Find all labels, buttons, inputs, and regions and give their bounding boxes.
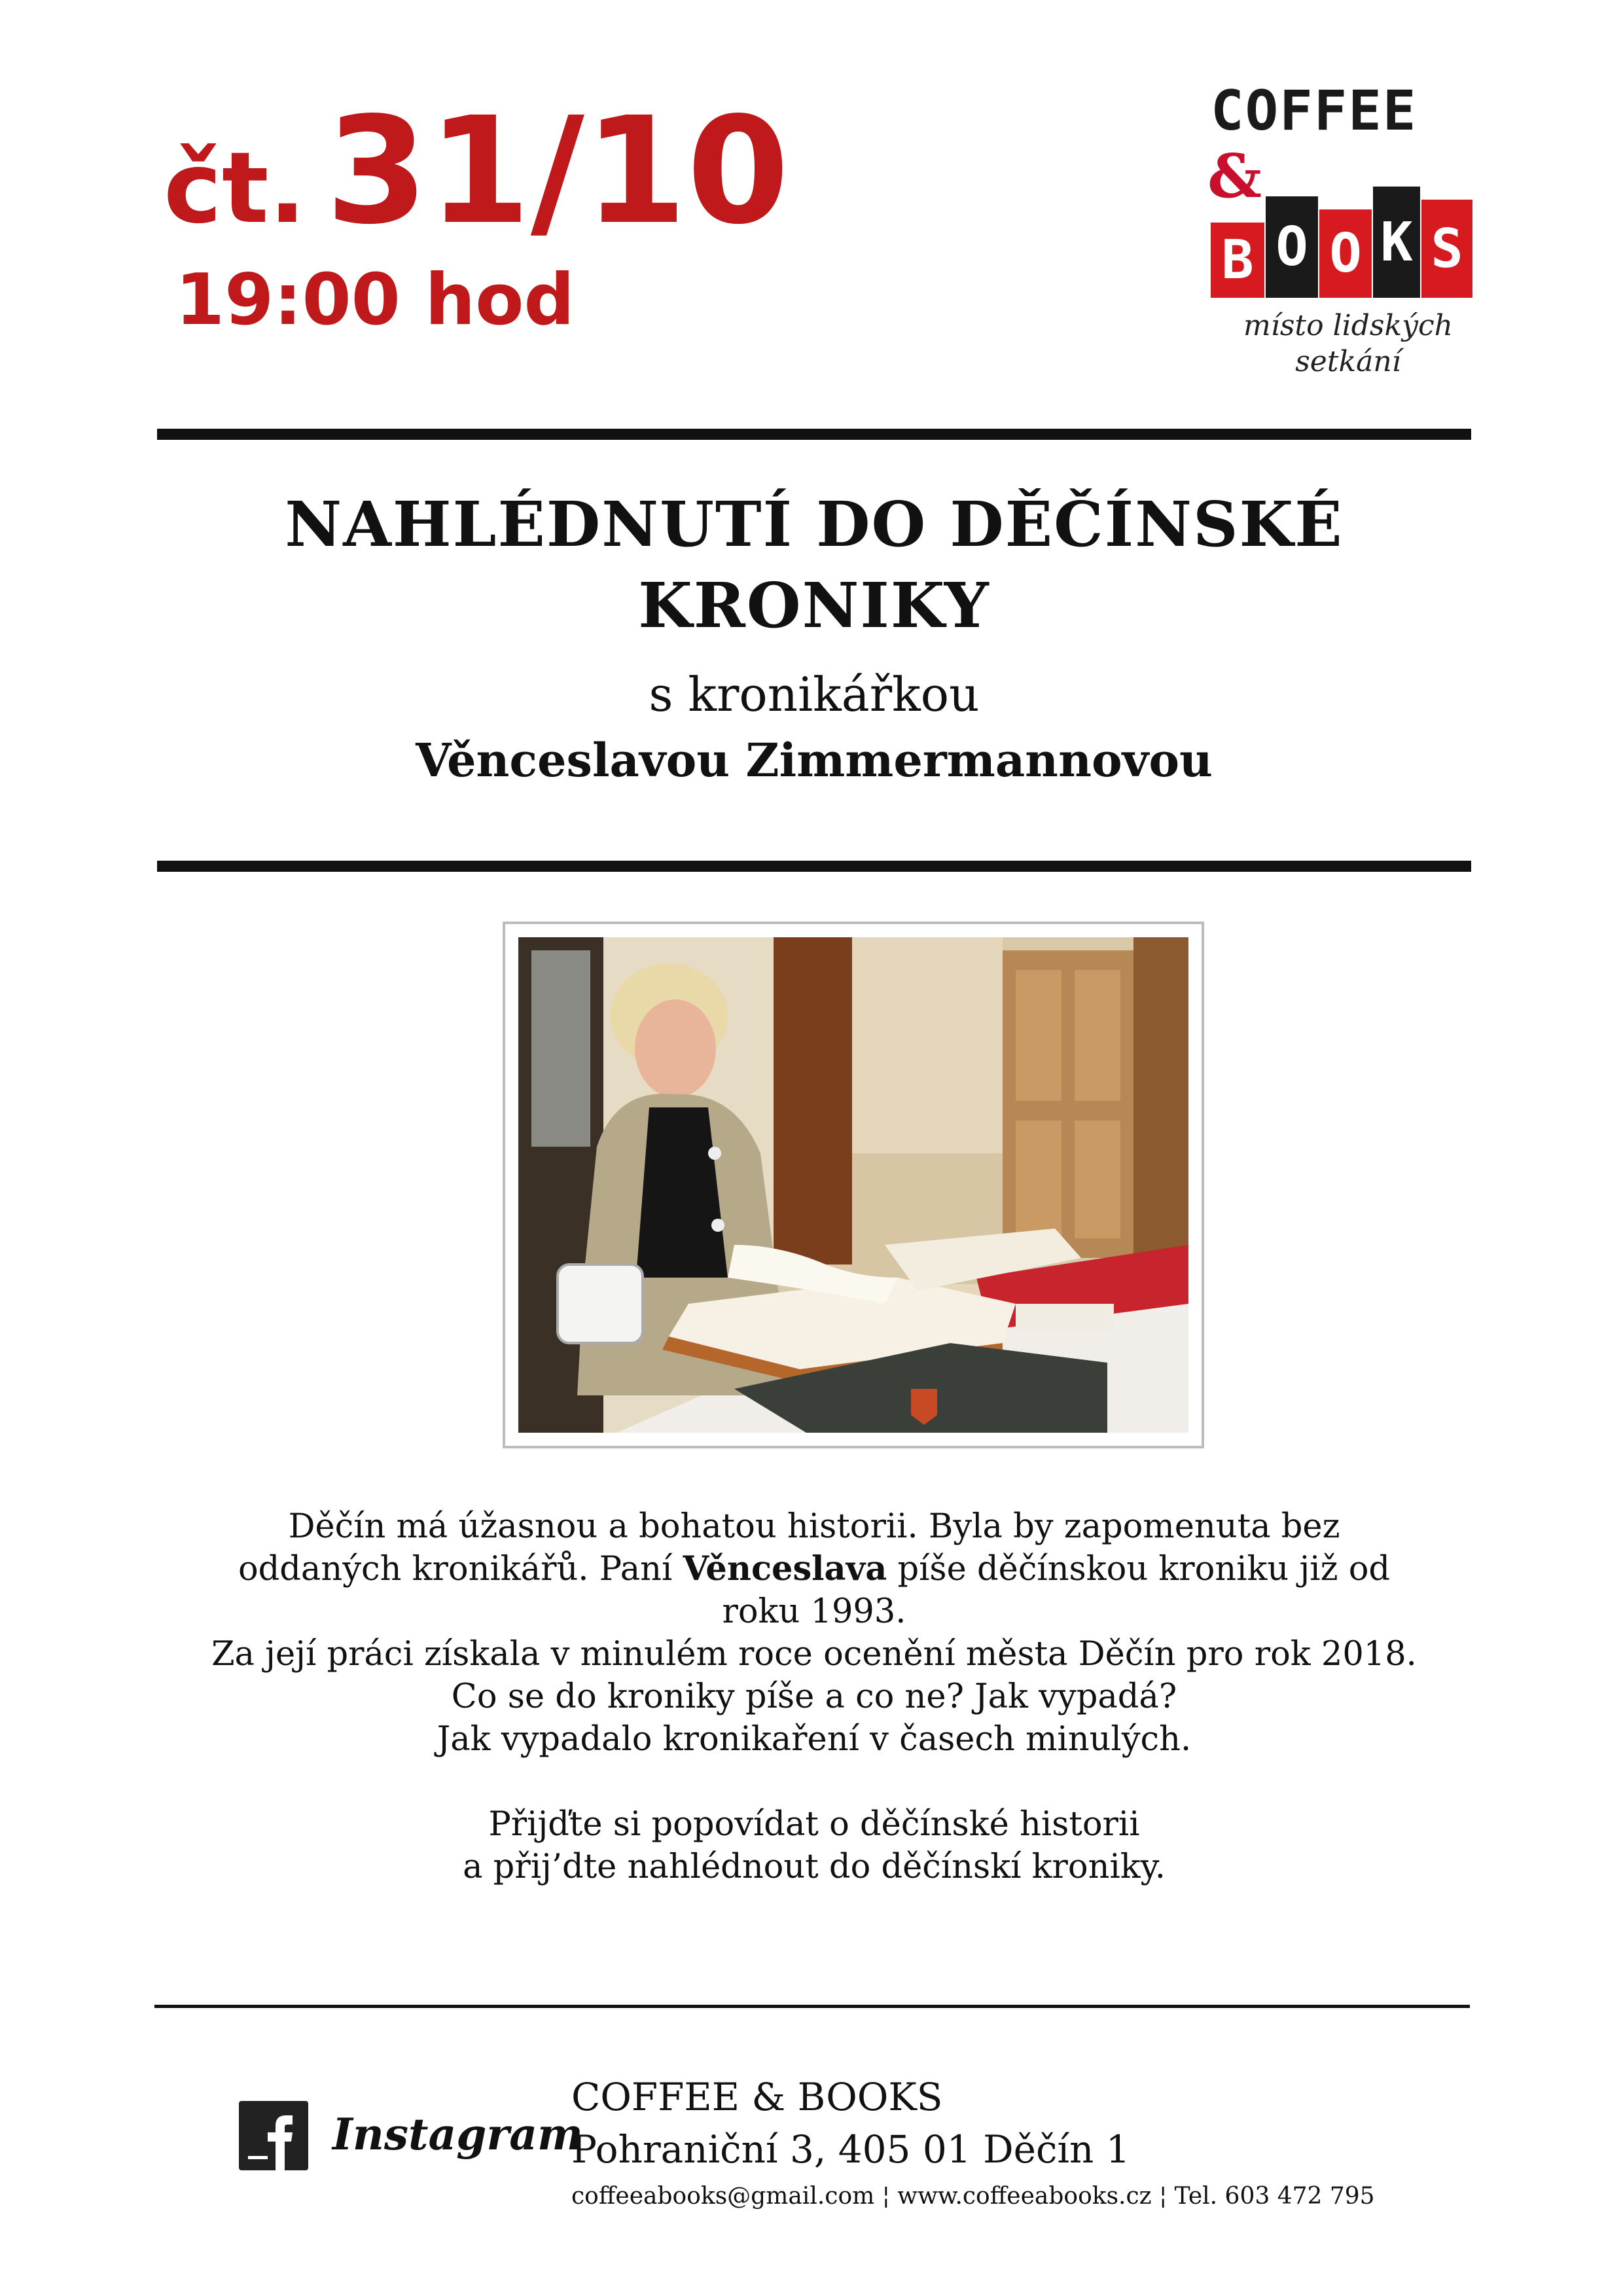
event-day: čt. — [164, 132, 306, 245]
logo-tagline — [1224, 308, 1472, 380]
logo-book-k: K — [1373, 187, 1420, 298]
event-title — [157, 484, 1471, 646]
divider-top — [157, 429, 1471, 440]
footer-address: Pohraniční 3, 405 01 Děčín 1 — [571, 2127, 1130, 2172]
divider-bottom — [154, 2005, 1470, 2008]
footer-contacts: coffeeabooks@gmail.com ¦ www.coffeeabooks.cz ¦ Tel. 603 472 795 — [571, 2183, 1375, 2210]
event-photo — [518, 937, 1188, 1433]
event-title-line2: KRONIKY — [638, 569, 990, 642]
description-line: Co se do kroniky píše a co ne? Jak vypadá? — [451, 1677, 1177, 1716]
event-date-value: 31/10 — [325, 86, 790, 257]
divider-middle — [157, 861, 1471, 872]
footer-venue-name: COFFEE & BOOKS — [571, 2075, 943, 2119]
facebook-icon[interactable] — [239, 2101, 308, 2170]
event-time: 19:00 hod — [175, 259, 575, 341]
guest-name: Věnceslavou Zimmermannovou — [416, 733, 1213, 787]
description-line — [157, 1548, 1471, 1590]
event-description — [157, 1505, 1471, 1888]
logo-book-o1: O — [1266, 196, 1318, 298]
invitation-line: a přij’dte nahlédnout do děčínskí kroniky. — [463, 1848, 1166, 1886]
logo-book-s: S — [1421, 200, 1472, 298]
event-date — [164, 86, 790, 257]
logo-book-b: B — [1211, 223, 1264, 298]
description-text: píše děčínskou kroniku již od — [887, 1550, 1391, 1588]
logo-coffee-text: COFFEE — [1211, 79, 1418, 143]
logo-tagline-line1: místo lidských — [1243, 309, 1453, 342]
description-text: oddaných kronikářů. Paní — [238, 1550, 683, 1588]
description-highlight: Věnceslava — [683, 1549, 887, 1588]
description-line: roku 1993. — [722, 1592, 906, 1631]
instagram-link[interactable]: Instagram — [332, 2109, 583, 2160]
description-line: Děčín má úžasnou a bohatou historii. Byla by zapomenuta bez — [288, 1507, 1340, 1546]
event-title-line1: NAHLÉDNUTÍ DO DĚČÍNSKÉ — [285, 488, 1344, 561]
invitation-line: Přijďte si popovídat o děčínské historii — [488, 1805, 1140, 1844]
description-line: Za její práci získala v minulém roce ocenění města Děčín pro rok 2018. — [211, 1635, 1417, 1674]
logo-book-o2: O — [1319, 209, 1372, 298]
logo-ampersand: & — [1207, 141, 1262, 211]
event-subtitle: s kronikářkou — [649, 667, 980, 722]
coffee-and-books-logo — [1191, 79, 1472, 419]
event-photo-frame — [503, 922, 1204, 1448]
description-line: Jak vypadalo kronikaření v časech minulých. — [437, 1720, 1192, 1759]
logo-tagline-line2: setkání — [1295, 345, 1401, 378]
